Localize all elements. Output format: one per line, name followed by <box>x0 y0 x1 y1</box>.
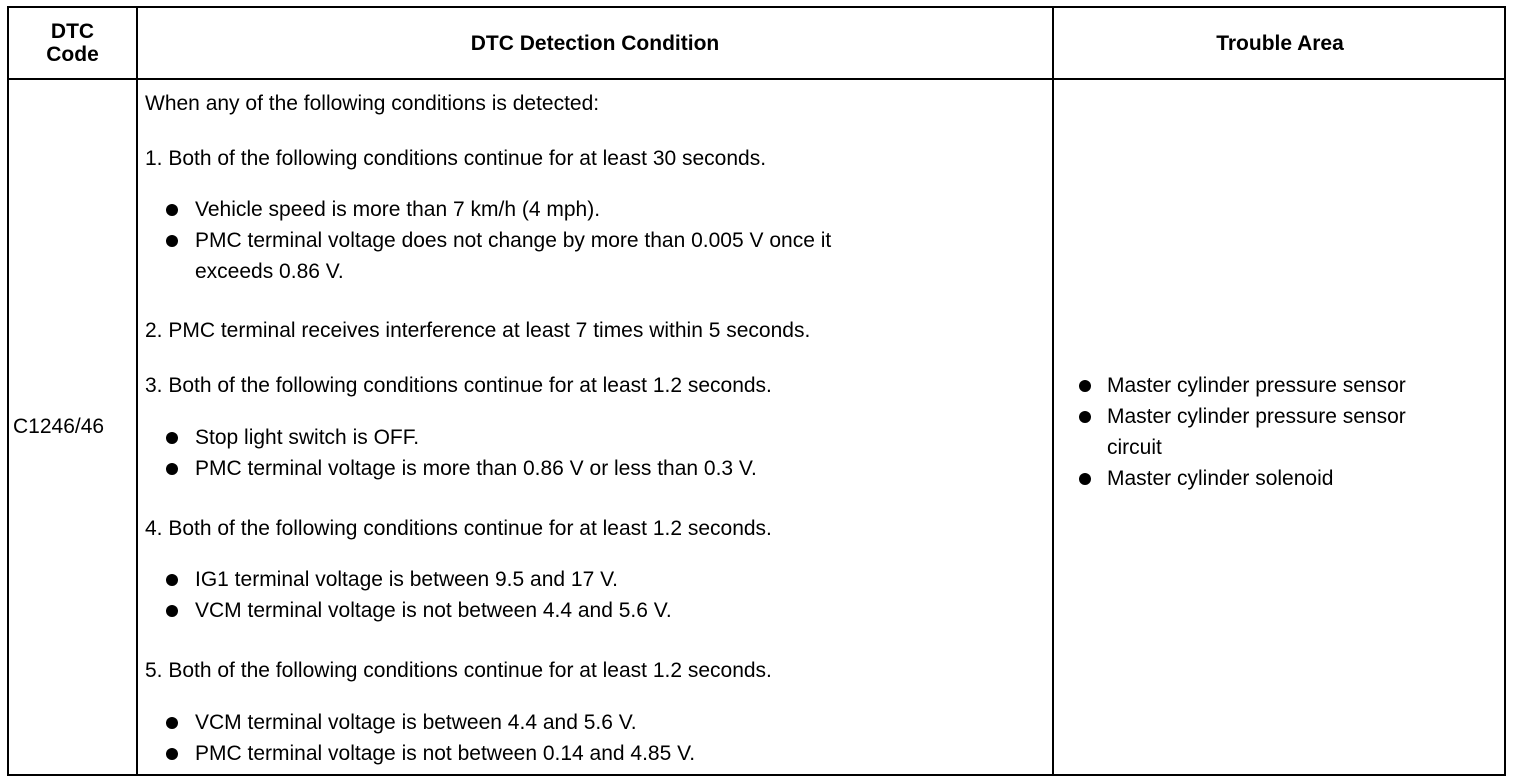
bullet-icon <box>166 235 178 247</box>
condition-5-title: 5. Both of the following conditions continue for at least 1.2 seconds. <box>145 659 772 682</box>
bullet-icon <box>166 605 178 617</box>
list-item: IG1 terminal voltage is between 9.5 and 17 V. <box>163 564 672 595</box>
list-item: Master cylinder pressure sensor circuit <box>1053 401 1406 463</box>
list-item: Master cylinder pressure sensor <box>1053 370 1406 401</box>
bullet-icon <box>166 463 178 475</box>
condition-5-list <box>163 707 695 769</box>
dtc-code-cell <box>9 80 137 774</box>
list-item: Master cylinder solenoid <box>1053 463 1406 494</box>
bullet-icon <box>1079 473 1091 485</box>
trouble-area-cell <box>1053 370 1406 494</box>
header-trouble-area: Trouble Area <box>1216 31 1344 55</box>
bullet-icon <box>166 748 178 760</box>
condition-3-list <box>163 422 757 484</box>
condition-2-title: 2. PMC terminal receives interference at least 7 times within 5 seconds. <box>145 319 811 342</box>
bullet-icon <box>1079 411 1091 423</box>
header-dtc-code-line2: Code <box>46 43 99 66</box>
list-item: Stop light switch is OFF. <box>163 422 757 453</box>
dtc-table <box>7 6 1506 776</box>
list-item: Vehicle speed is more than 7 km/h (4 mph). <box>163 194 831 225</box>
list-item: PMC terminal voltage is more than 0.86 V or less than 0.3 V. <box>163 453 757 484</box>
list-item: VCM terminal voltage is not between 4.4 and 5.6 V. <box>163 595 672 626</box>
bullet-icon <box>166 574 178 586</box>
header-detection-condition: DTC Detection Condition <box>470 31 720 55</box>
bullet-icon <box>166 204 178 216</box>
condition-1-list <box>163 194 831 287</box>
condition-4-title: 4. Both of the following conditions continue for at least 1.2 seconds. <box>145 517 772 540</box>
list-item: PMC terminal voltage is not between 0.14 and 4.85 V. <box>163 738 695 769</box>
condition-1-title: 1. Both of the following conditions continue for at least 30 seconds. <box>145 147 767 170</box>
header-divider <box>9 78 1504 80</box>
dtc-code: C1246/46 <box>13 415 105 438</box>
header-dtc-code-line1: DTC <box>50 20 95 43</box>
bullet-icon <box>1079 380 1091 392</box>
condition-4-list <box>163 564 672 626</box>
header-dtc-code <box>9 8 136 78</box>
bullet-icon <box>166 432 178 444</box>
condition-3-title: 3. Both of the following conditions continue for at least 1.2 seconds. <box>145 374 772 397</box>
list-item: VCM terminal voltage is between 4.4 and 5.6 V. <box>163 707 695 738</box>
list-item: PMC terminal voltage does not change by more than 0.005 V once it exceeds 0.86 V. <box>163 225 831 287</box>
trouble-area-list <box>1053 370 1406 494</box>
condition-intro: When any of the following conditions is detected: <box>145 92 600 115</box>
bullet-icon <box>166 717 178 729</box>
